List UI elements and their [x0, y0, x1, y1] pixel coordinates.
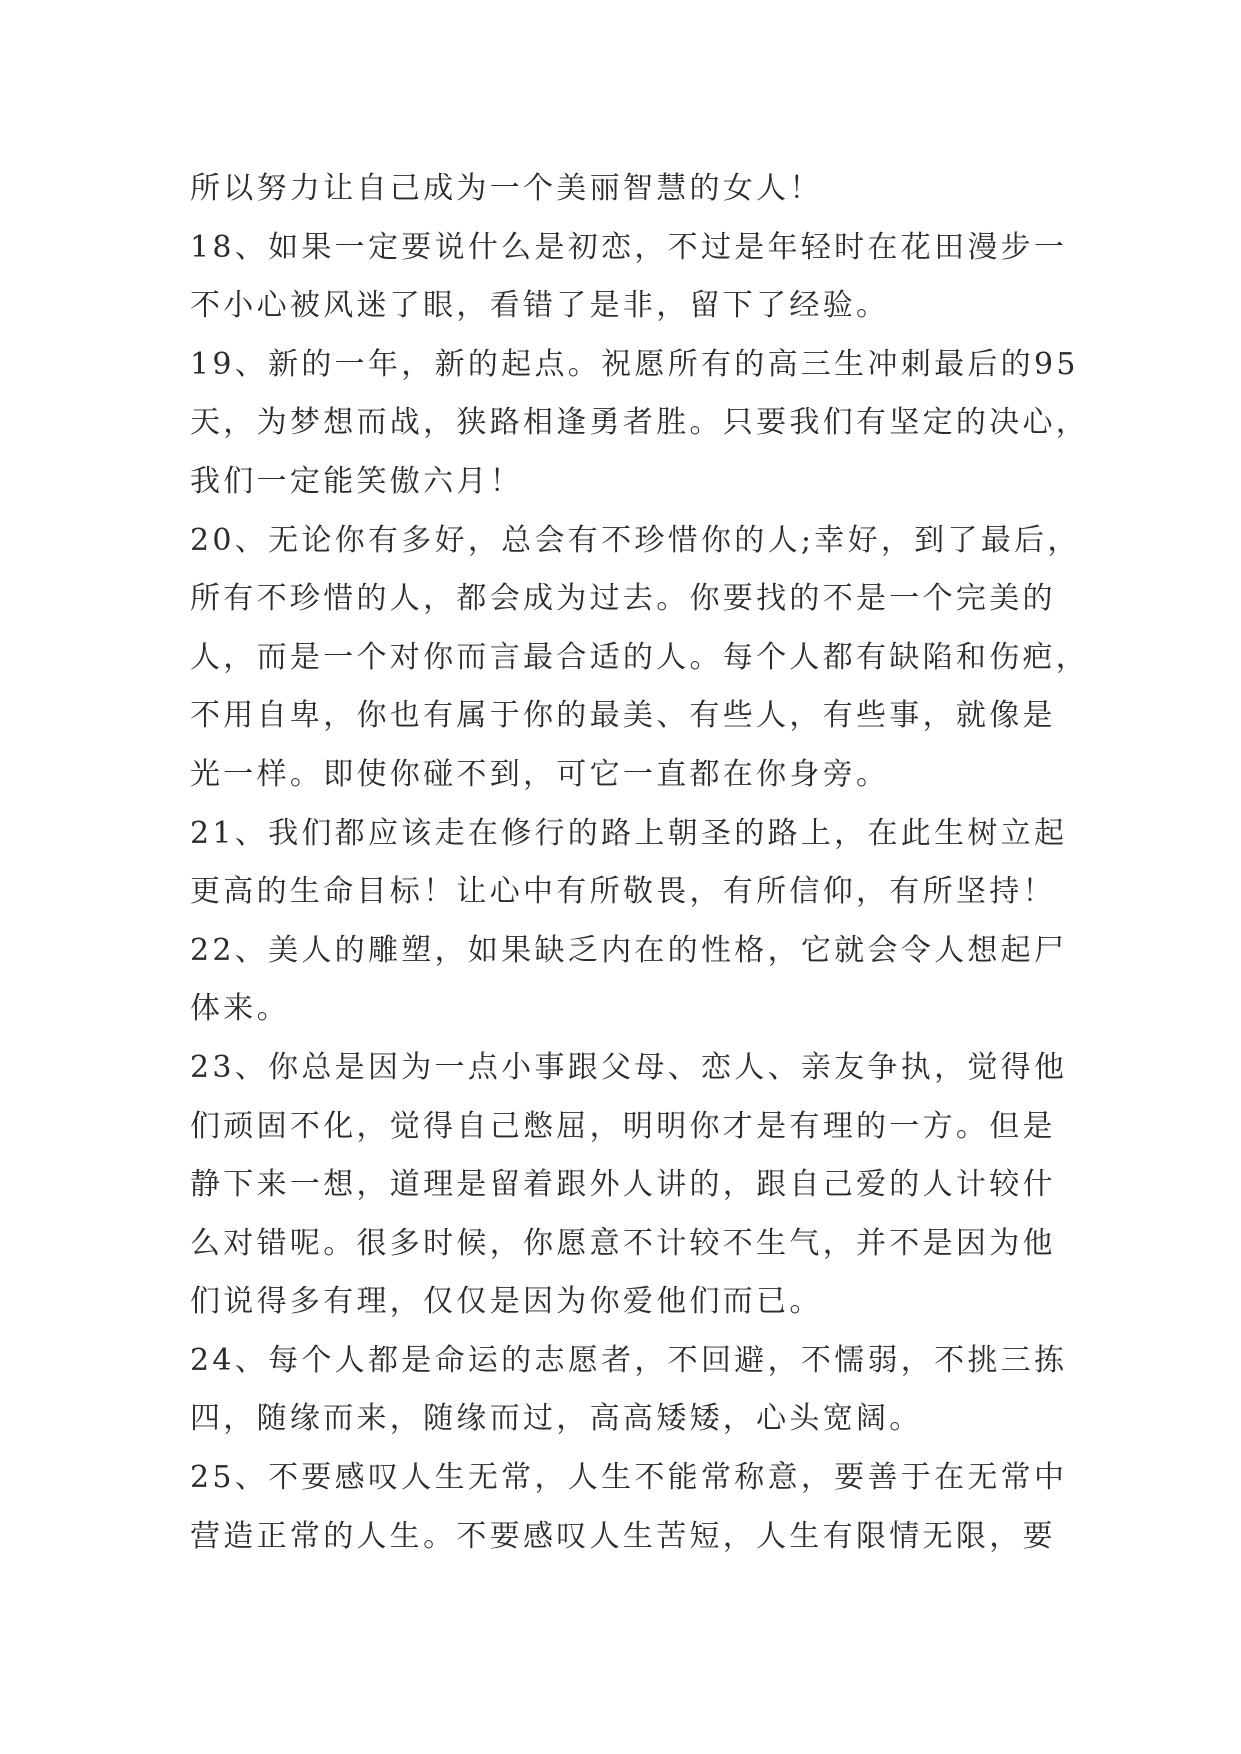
text-line: 光一样。即使你碰不到，可它一直都在你身旁。: [190, 756, 890, 792]
text-line: 所有不珍惜的人，都会成为过去。你要找的不是一个完美的: [190, 581, 1056, 617]
text-line: 么对错呢。很多时候，你愿意不计较不生气，并不是因为他: [190, 1225, 1056, 1261]
text-line: 25、不要感叹人生无常，人生不能常称意，要善于在无常中: [190, 1460, 1068, 1496]
text-line: 不用自卑，你也有属于你的最美、有些人，有些事，就像是: [190, 698, 1056, 734]
text-line: 我们一定能笑傲六月！: [190, 463, 523, 499]
text-line: 们顽固不化，觉得自己憋屈，明明你才是有理的一方。但是: [190, 1108, 1056, 1144]
body-text: [190, 160, 1090, 1566]
text-line: 19、新的一年，新的起点。祝愿所有的高三生冲刺最后的95: [190, 346, 1079, 382]
text-line: 天，为梦想而战，狭路相逢勇者胜。只要我们有坚定的决心，: [190, 405, 1090, 441]
text-line: 四，随缘而来，随缘而过，高高矮矮，心头宽阔。: [190, 1401, 923, 1437]
text-line: 20、无论你有多好，总会有不珍惜你的人;幸好，到了最后，: [190, 522, 1081, 558]
text-line: 23、你总是因为一点小事跟父母、恋人、亲友争执，觉得他: [190, 1049, 1068, 1085]
text-line: 更高的生命目标！让心中有所敬畏，有所信仰，有所坚持！: [190, 874, 1056, 910]
text-line: 21、我们都应该走在修行的路上朝圣的路上，在此生树立起: [190, 815, 1068, 851]
text-line: 所以努力让自己成为一个美丽智慧的女人！: [190, 171, 823, 206]
text-line: 体来。: [190, 991, 290, 1027]
text-line: 22、美人的雕塑，如果缺乏内在的性格，它就会令人想起尸: [190, 932, 1068, 968]
text-line: 人，而是一个对你而言最合适的人。每个人都有缺陷和伤疤，: [190, 639, 1090, 675]
text-line: 18、如果一定要说什么是初恋，不过是年轻时在花田漫步一: [190, 229, 1068, 265]
text-line: 静下来一想，道理是留着跟外人讲的，跟自己爱的人计较什: [190, 1167, 1056, 1203]
text-line: 不小心被风迷了眼，看错了是非，留下了经验。: [190, 288, 890, 324]
text-line: 们说得多有理，仅仅是因为你爱他们而已。: [190, 1284, 823, 1320]
text-line: 营造正常的人生。不要感叹人生苦短，人生有限情无限，要: [190, 1518, 1056, 1554]
text-line: 24、每个人都是命运的志愿者，不回避，不懦弱，不挑三拣: [190, 1342, 1068, 1378]
